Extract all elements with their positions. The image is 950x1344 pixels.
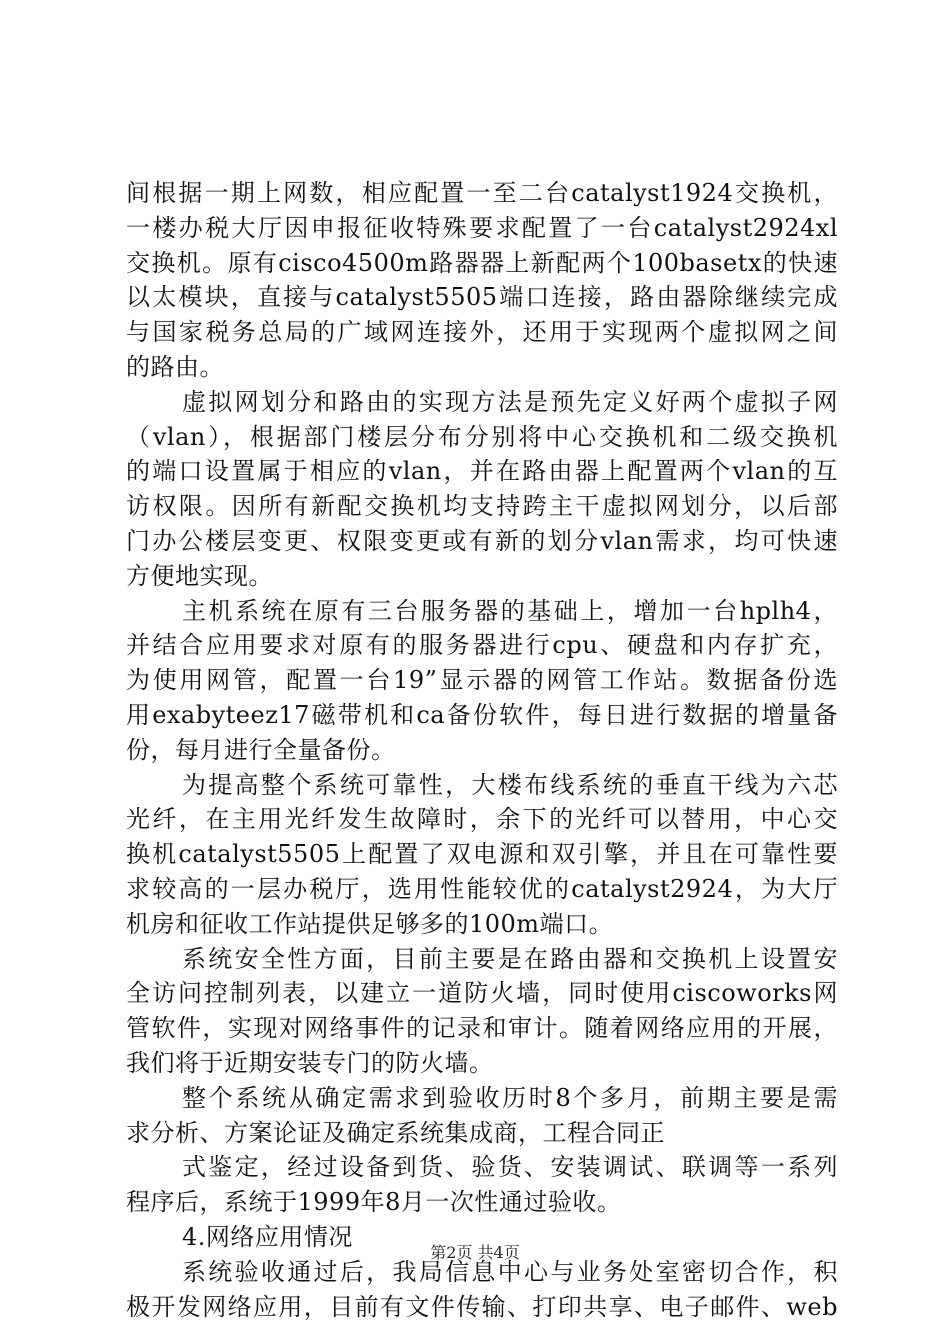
- text-line: 与国家税务总局的广域网连接外，还用于实现两个虚拟网之间: [126, 318, 838, 347]
- text-line: 虚拟网划分和路由的实现方法是预先定义好两个虚拟子网: [182, 387, 838, 416]
- text-line: 机房和征收工作站提供足够多的100m端口。: [126, 909, 614, 938]
- text-line: 4.网络应用情况: [182, 1222, 353, 1251]
- text-line: 系统验收通过后，我局信息中心与业务处室密切合作，积: [182, 1257, 838, 1286]
- text-line: 用exabyteez17磁带机和ca备份软件，每日进行数据的增量备: [126, 700, 838, 729]
- text-line: 整个系统从确定需求到验收历时8个多月，前期主要是需: [182, 1083, 838, 1112]
- text-line: 一楼办税大厅因申报征收特殊要求配置了一台catalyst2924xl: [126, 213, 838, 242]
- text-line: 全访问控制列表，以建立一道防火墙，同时使用ciscoworks网: [126, 979, 838, 1008]
- text-line: （vlan），根据部门楼层分布分别将中心交换机和二级交换机: [126, 422, 838, 451]
- text-line: 换机catalyst5505上配置了双电源和双引擎，并且在可靠性要: [126, 840, 838, 869]
- page-footer: 第2页 共4页: [430, 1243, 520, 1262]
- text-line: 求分析、方案论证及确定系统集成商，工程合同正: [126, 1118, 665, 1147]
- text-line: 间根据一期上网数，相应配置一至二台catalyst1924交换机，: [126, 179, 838, 207]
- document-body: [126, 176, 838, 1324]
- text-line: 份，每月进行全量备份。: [126, 735, 396, 764]
- text-line: 以太模块，直接与catalyst5505端口连接，路由器除继续完成: [126, 283, 838, 312]
- text-line: 的端口设置属于相应的vlan，并在路由器上配置两个vlan的互: [126, 457, 838, 486]
- text-line: 交换机。原有cisco4500m路器器上新配两个100basetx的快速: [126, 248, 838, 277]
- text-line: 我们将于近期安装专门的防火墙。: [126, 1048, 494, 1077]
- text-line: 管软件，实现对网络事件的记录和审计。随着网络应用的开展，: [126, 1014, 838, 1043]
- text-line: 求较高的一层办税厅，选用性能较优的catalyst2924，为大厅: [126, 874, 838, 903]
- text-line: 为提高整个系统可靠性，大楼布线系统的垂直干线为六芯: [182, 770, 838, 799]
- text-line: 门办公楼层变更、权限变更或有新的划分vlan需求，均可快速: [126, 526, 838, 555]
- text-line: 为使用网管，配置一台19”显示器的网管工作站。数据备份选: [126, 666, 838, 695]
- text-line: 系统安全性方面，目前主要是在路由器和交换机上设置安: [182, 944, 838, 973]
- text-line: 的路由。: [126, 352, 224, 381]
- text-line: 程序后，系统于1999年8月一次性通过验收。: [126, 1188, 622, 1217]
- text-line: 访权限。因所有新配交换机均支持跨主干虚拟网划分，以后部: [126, 492, 838, 521]
- text-line: 并结合应用要求对原有的服务器进行cpu、硬盘和内存扩充，: [126, 631, 838, 660]
- text-line: 主机系统在原有三台服务器的基础上，增加一台hplh4，: [182, 596, 838, 625]
- text-line: 光纤，在主用光纤发生故障时，余下的光纤可以替用，中心交: [126, 805, 838, 834]
- text-line: 方便地实现。: [126, 561, 273, 590]
- text-line: 式鉴定，经过设备到货、验货、安装调试、联调等一系列: [182, 1153, 838, 1182]
- text-line: 极开发网络应用，目前有文件传输、打印共享、电子邮件、web: [126, 1292, 838, 1321]
